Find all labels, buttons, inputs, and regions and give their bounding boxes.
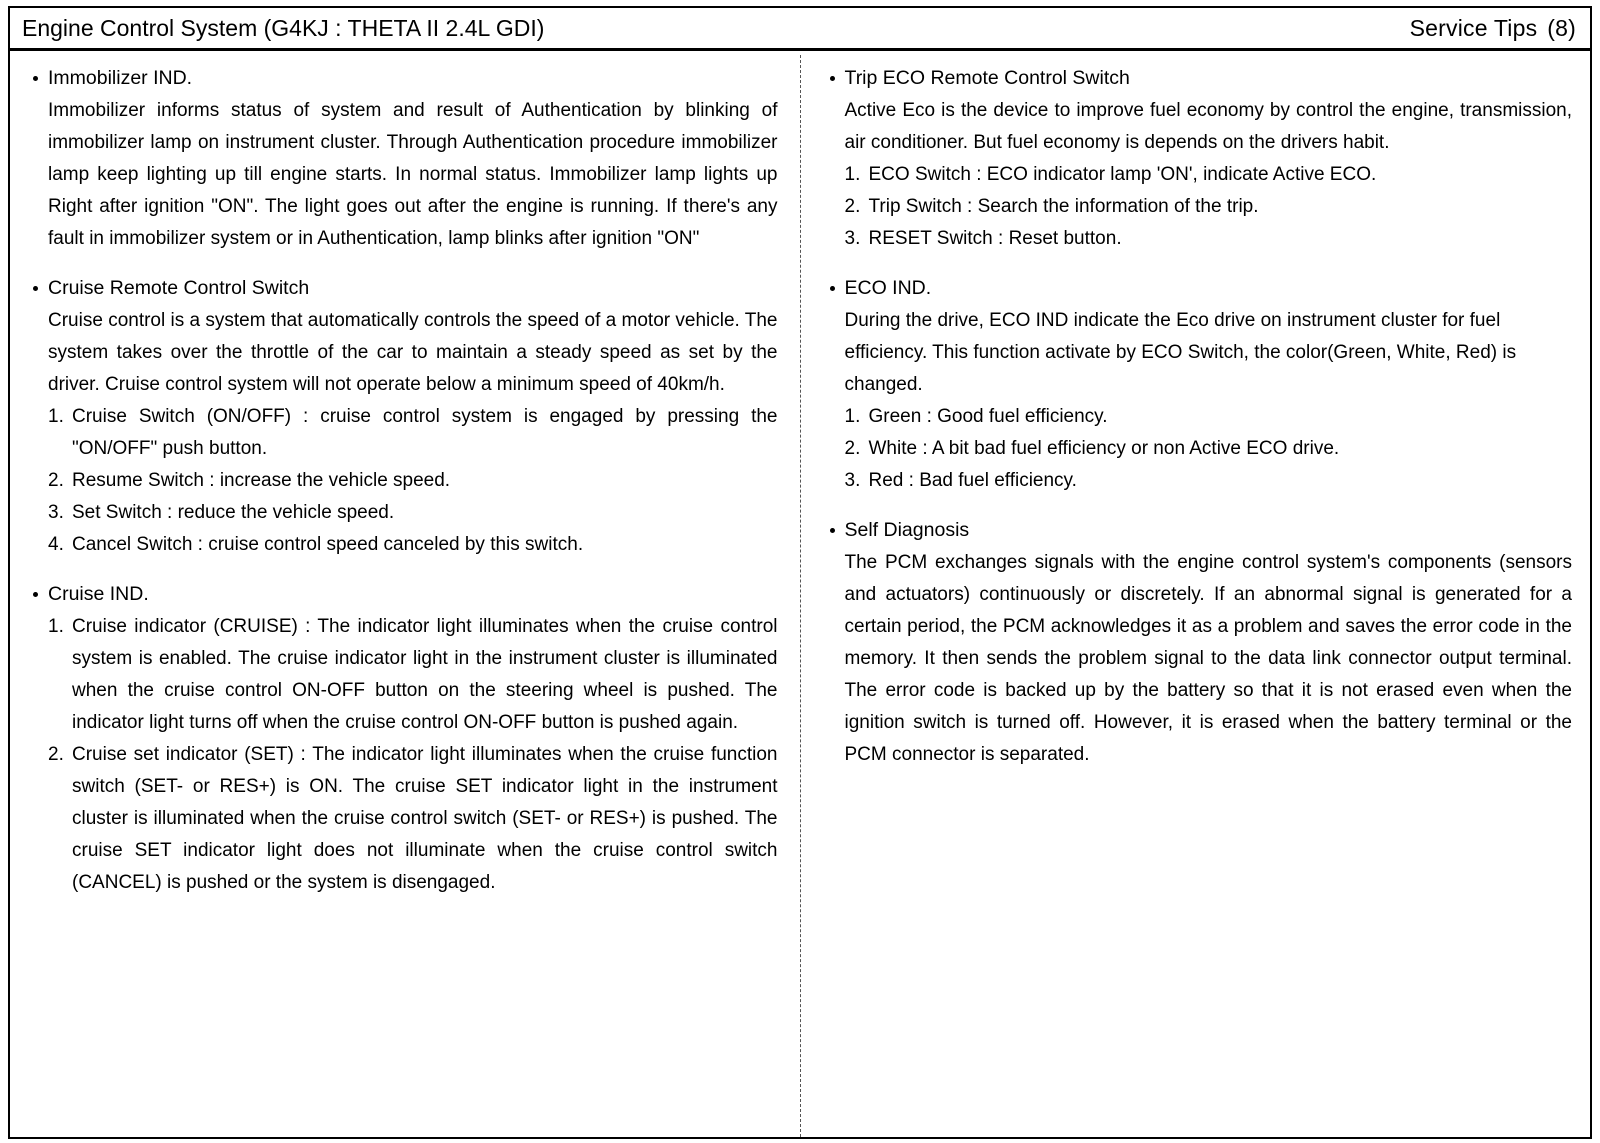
section-paragraph: Active Eco is the device to improve fuel economy by control the engine, transmission, air conditioner. But fuel economy is depends on the drivers habit.: [844, 100, 1572, 153]
content-frame: [8, 48, 1592, 1139]
list-item-number: 2.: [48, 470, 64, 491]
section-item-list: [30, 401, 778, 561]
list-item-text: Cruise Switch (ON/OFF) : cruise control system is engaged by pressing the "ON/OFF" push button.: [72, 406, 778, 459]
list-item: [48, 739, 778, 899]
section-heading: Cruise IND.: [30, 581, 778, 607]
list-item-number: 3.: [844, 228, 861, 249]
list-item: [48, 401, 778, 465]
left-column: [10, 51, 800, 1137]
section-eco-ind: [827, 275, 1573, 497]
list-item: [48, 497, 778, 529]
section-heading: Self Diagnosis: [827, 517, 1573, 543]
header-right-group: [1410, 14, 1576, 42]
list-item: [845, 191, 1573, 223]
list-item-number: 4.: [48, 534, 64, 555]
right-column: [801, 51, 1591, 1137]
section-paragraph: Immobilizer informs status of system and result of Authentication by blinking of immobilizer lamp on instrument cluster. Through Authentication procedure immobilizer lamp keep lighting up till engine starts. In normal status. Immobilizer lamp lights up Right after ignition "ON". The light goes out after the engine is running. If there's any fault in immobilizer system or in Authentication, lamp blinks after ignition "ON": [48, 100, 778, 249]
section-label: Service Tips: [1409, 15, 1538, 41]
section-paragraph: The PCM exchanges signals with the engine control system's components (sensors and actuators) continuously or discretely. If an abnormal signal is generated for a certain period, the PCM acknowledges it as a problem and saves the error code in the memory. It then sends the problem signal to the data link connector output terminal. The error code is backed up by the battery so that it is not erased even when the ignition switch is turned off. However, it is erased when the battery terminal or the PCM connector is separated.: [844, 552, 1572, 765]
list-item: [48, 465, 778, 497]
section-cruise-remote-control-switch: [30, 275, 778, 561]
section-heading: Trip ECO Remote Control Switch: [827, 65, 1573, 91]
list-item-number: 2.: [844, 196, 861, 217]
list-item-text: Set Switch : reduce the vehicle speed.: [72, 502, 395, 523]
list-item: [845, 223, 1573, 255]
list-item-number: 1.: [844, 406, 861, 427]
list-item-text: Cruise set indicator (SET) : The indicator light illuminates when the cruise function switch (SET- or RES+) is ON. The cruise SET indicator light in the instrument cluster is illuminated when the cruise control switch (SET- or RES+) is pushed. The cruise SET indicator light does not illuminate when the cruise control switch (CANCEL) is pushed or the system is disengaged.: [72, 744, 778, 893]
list-item-text: Cruise indicator (CRUISE) : The indicator light illuminates when the cruise control system is enabled. The cruise indicator light in the instrument cluster is illuminated when the cruise control ON-OFF button on the steering wheel is pushed. The indicator light turns off when the cruise control ON-OFF button is pushed again.: [72, 616, 778, 733]
list-item-text: Red : Bad fuel efficiency.: [868, 470, 1077, 491]
list-item-number: 3.: [844, 470, 861, 491]
section-item-list: [827, 401, 1573, 497]
list-item-text: Green : Good fuel efficiency.: [868, 406, 1108, 427]
list-item: [48, 611, 778, 739]
list-item-number: 2.: [48, 744, 64, 765]
page-header: [8, 6, 1592, 48]
list-item-text: Cancel Switch : cruise control speed canceled by this switch.: [72, 534, 584, 555]
list-item-number: 1.: [48, 406, 64, 427]
list-item: [845, 465, 1573, 497]
list-item-text: Trip Switch : Search the information of the trip.: [868, 196, 1259, 217]
page-number: (8): [1547, 15, 1576, 41]
list-item-text: ECO Switch : ECO indicator lamp 'ON', indicate Active ECO.: [868, 164, 1377, 185]
section-self-diagnosis: [827, 517, 1573, 771]
list-item: [845, 433, 1573, 465]
list-item-text: RESET Switch : Reset button.: [868, 228, 1122, 249]
section-item-list: [30, 611, 778, 899]
list-item: [48, 529, 778, 561]
list-item-number: 1.: [844, 164, 861, 185]
list-item-text: Resume Switch : increase the vehicle speed.: [72, 470, 451, 491]
list-item-number: 2.: [844, 438, 861, 459]
list-item: [845, 401, 1573, 433]
section-trip-eco-remote-control-switch: [827, 65, 1573, 255]
list-item-number: 1.: [48, 616, 64, 637]
section-item-list: [827, 159, 1573, 255]
section-cruise-ind: [30, 581, 778, 899]
section-paragraph: Cruise control is a system that automatically controls the speed of a motor vehicle. The system takes over the throttle of the car to maintain a steady speed as set by the driver. Cruise control system will not operate below a minimum speed of 40km/h.: [48, 310, 778, 395]
list-item-text: White : A bit bad fuel efficiency or non Active ECO drive.: [868, 438, 1340, 459]
section-heading: ECO IND.: [827, 275, 1573, 301]
section-heading: Immobilizer IND.: [30, 65, 778, 91]
list-item: [845, 159, 1573, 191]
page-title: Engine Control System (G4KJ : THETA II 2.4L GDI): [22, 15, 545, 41]
section-immobilizer-ind: [30, 65, 778, 255]
list-item-number: 3.: [48, 502, 64, 523]
section-heading: Cruise Remote Control Switch: [30, 275, 778, 301]
section-paragraph: During the drive, ECO IND indicate the Eco drive on instrument cluster for fuel efficiency. This function activate by ECO Switch, the color(Green, White, Red) is changed.: [844, 310, 1517, 395]
